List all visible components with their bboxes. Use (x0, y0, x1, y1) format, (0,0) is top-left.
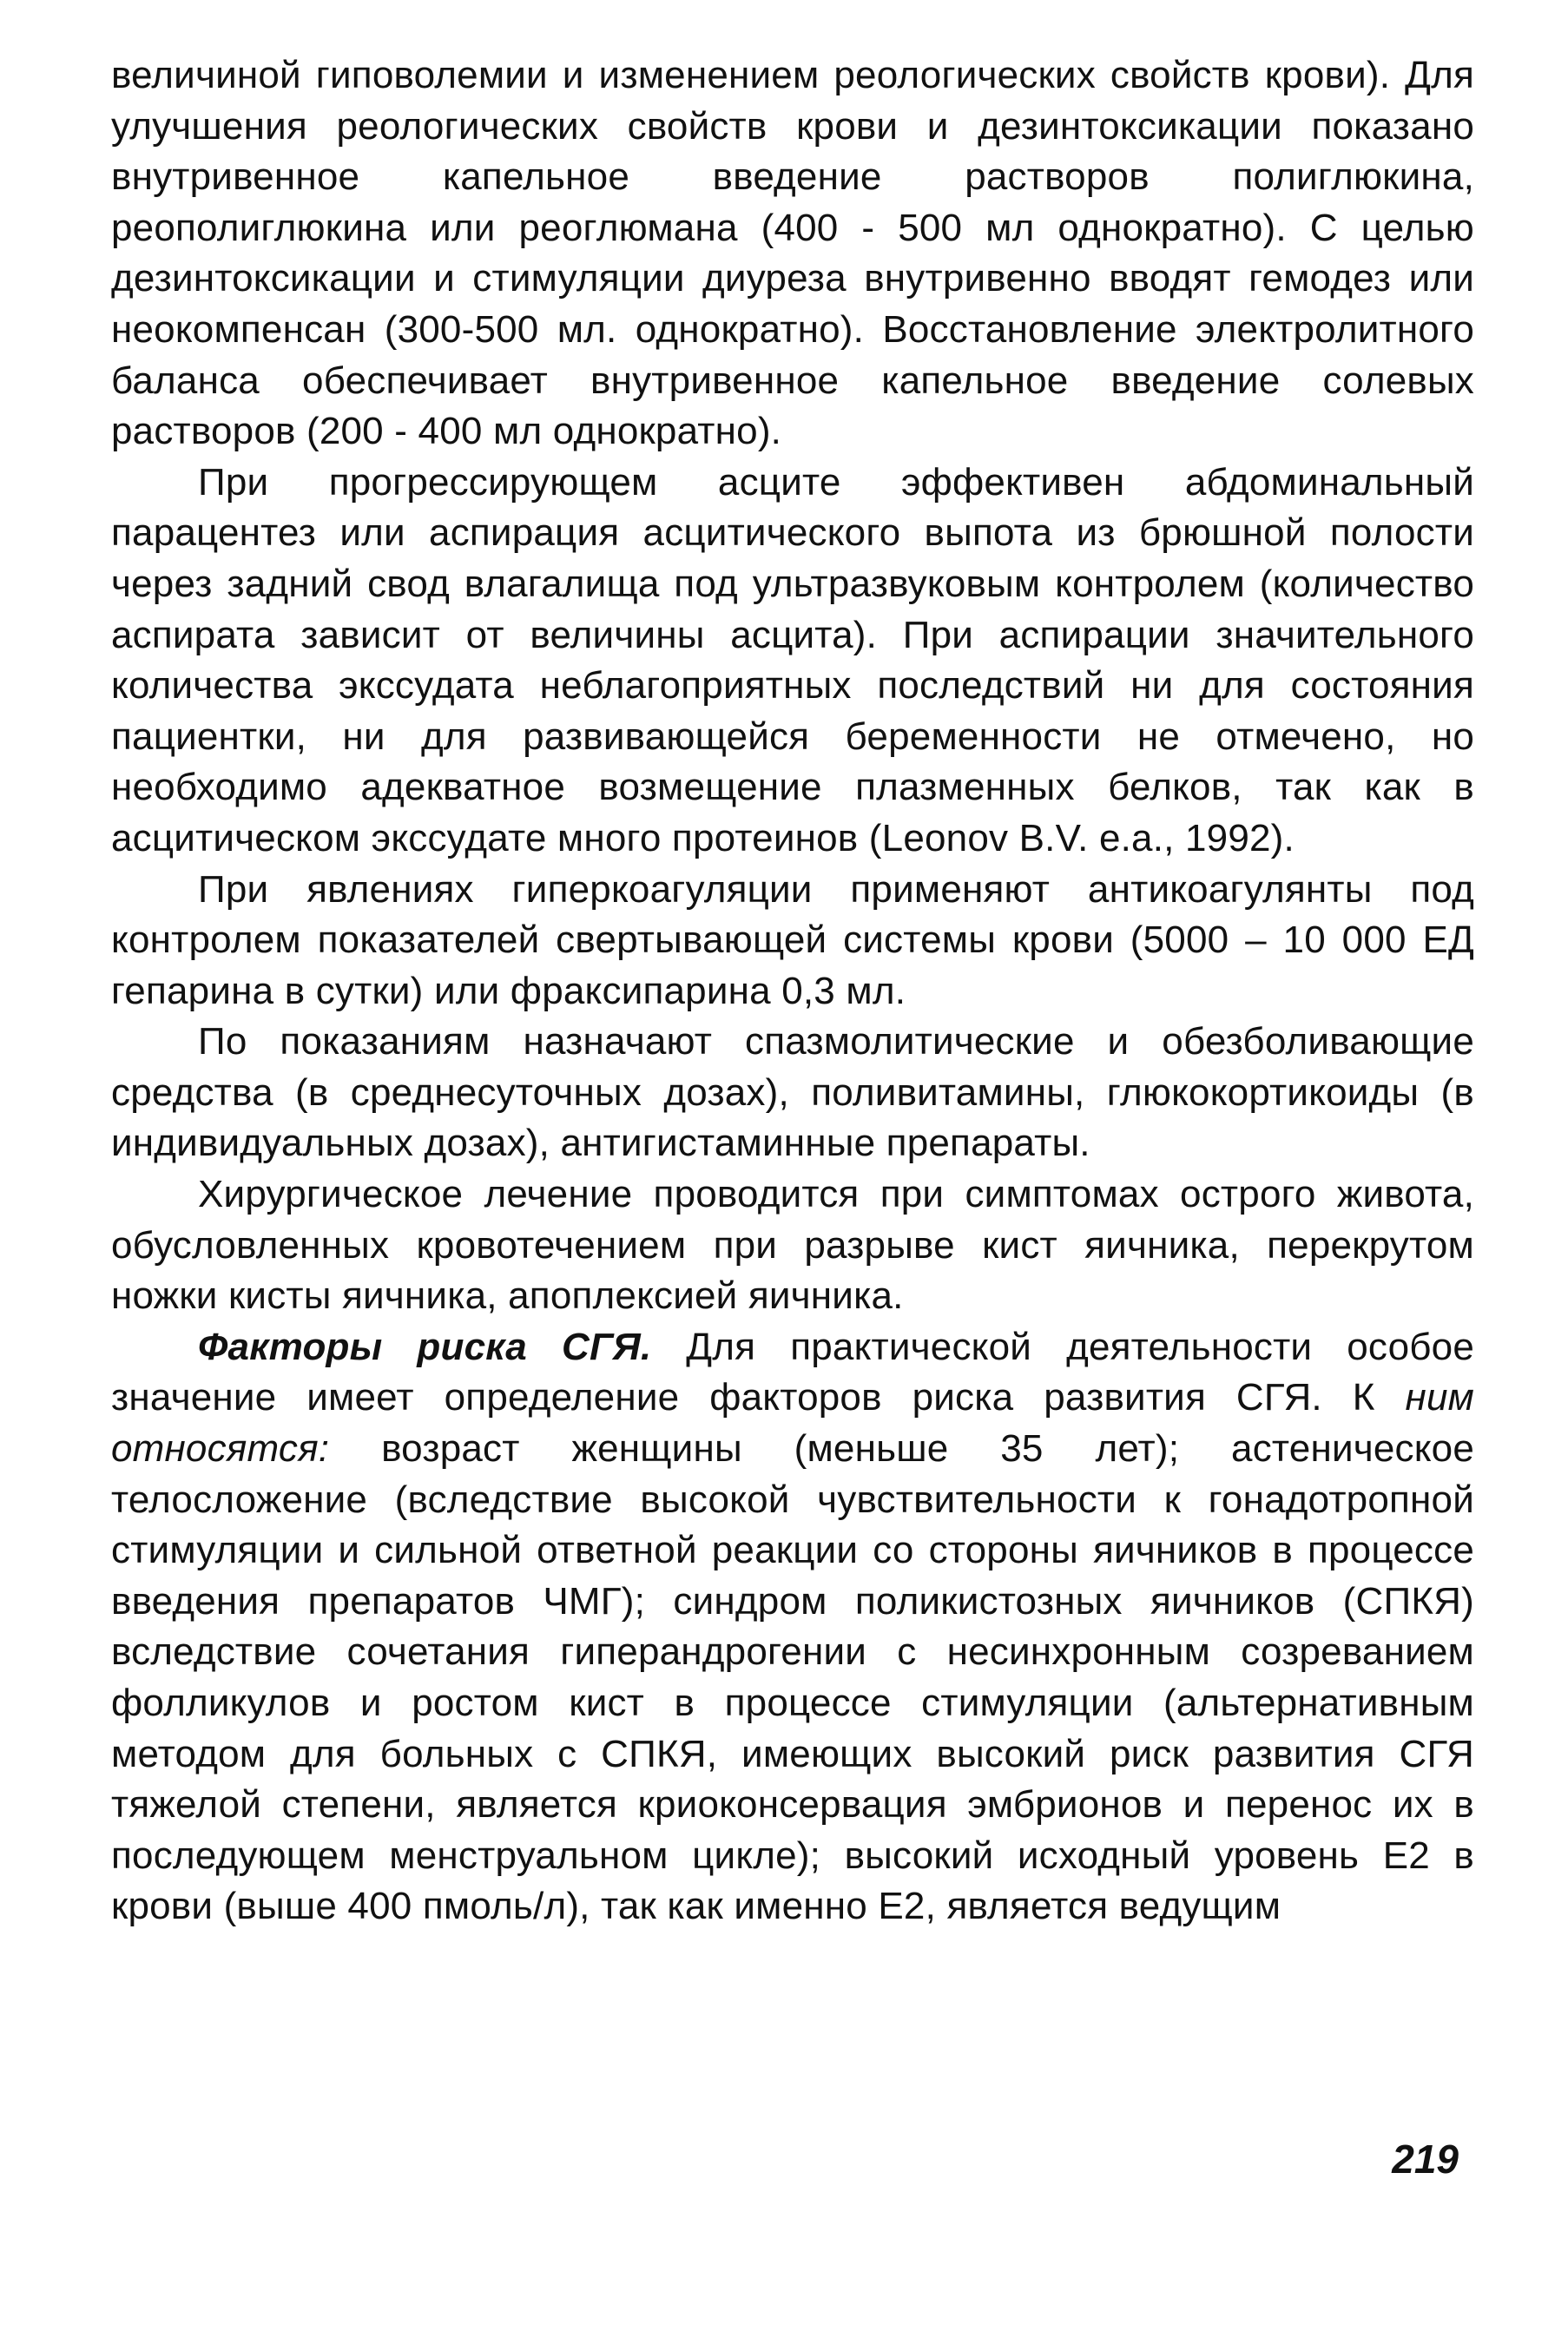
paragraph-6 (111, 1322, 1474, 1932)
paragraph-6-text-a: Для практической деятельности особое значение имеет определение факторов риска развития СГЯ. К (111, 1325, 1474, 1419)
paragraph-6-text-b: возраст женщины (меньше 35 лет); астеническое телосложение (вследствие высокой чувствительности к гонадотропной стимуляции и сильной ответной реакции со стороны яичников в процессе введения препаратов ЧМГ); синдром поликистозных яичников (СПКЯ) вследствие сочетания гиперандрогении с несинхронным созреванием фолликулов и ростом кист в процессе стимуляции (альтернативным методом для больных с СПКЯ, имеющих высокий риск развития СГЯ тяжелой степени, является криоконсервация эмбрионов и перенос их в последующем менструальном цикле); высокий исходный уровень Е2 в крови (выше 400 пмоль/л), так как именно Е2, является ведущим (111, 1427, 1474, 1928)
paragraph-1: величиной гиповолемии и изменением реологических свойств крови). Для улучшения реологических свойств крови и дезинтоксикации показано внутривенное капельное введение растворов полиглюкина, реополиглюкина или реоглюмана (400 - 500 мл однократно). С целью дезинтоксикации и стимуляции диуреза внутривенно вводят гемодез или неокомпенсан (300-500 мл. однократно). Восстановление электролитного баланса обеспечивает внутривенное капельное введение солевых растворов (200 - 400 мл однократно). (111, 54, 1474, 453)
paragraph-2: При прогрессирующем асците эффективен абдоминальный парацентез или аспирация асцитического выпота из брюшной полости через задний свод влагалища под ультразвуковым контролем (количество аспирата зависит от величины асцита). При аспирации значительного количества экссудата неблагоприятных последствий ни для состояния пациентки, ни для развивающейся беременности не отмечено, но необходимо адекватное возмещение плазменных белков, так как в асцитическом экссудате много протеинов (Leonov B.V. e.a., 1992). (111, 460, 1474, 859)
paragraph-3: При явлениях гиперкоагуляции применяют антикоагулянты под контролем показателей свертывающей системы крови (5000 – 10 000 ЕД гепарина в сутки) или фраксипарина 0,3 мл. (111, 867, 1474, 1012)
page-number: 219 (1392, 2137, 1459, 2182)
paragraph-4: По показаниям назначают спазмолитические и обезболивающие средства (в среднесуточных дозах), поливитамины, глюкокортикоиды (в индивидуальных дозах), антигистаминные препараты. (111, 1020, 1474, 1165)
page-text (111, 50, 1474, 1932)
section-heading-risk-factors: Факторы риска СГЯ. (198, 1325, 652, 1368)
paragraph-6-italic: ним относятся: (111, 1376, 1474, 1471)
paragraph-5: Хирургическое лечение проводится при симптомах острого живота, обусловленных кровотечением при разрыве кист яичника, перекрутом ножки кисты яичника, апоплексией яичника. (111, 1173, 1474, 1318)
